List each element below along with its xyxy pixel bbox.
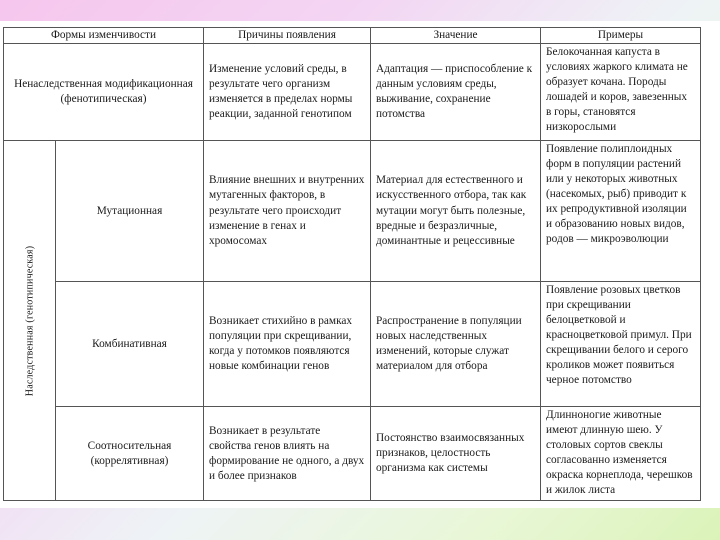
example-cell: Появление полиплоидных форм в популяции растений или у некоторых животных (насекомых, рыб) приводит к их репродуктивной изоляции и образованию новых видов, родов — микроэволюции: [541, 141, 701, 282]
meaning-cell: Материал для естественного и искусственного отбора, так как мутации могут быть полезные, вредные и безразличные, доминантные и рецессивные: [371, 141, 541, 282]
meaning-cell: Адаптация — приспособление к данным условиям среды, выживание, сохранение потомства: [371, 44, 541, 141]
cause-cell: Возникает стихийно в рамках популяции при скрещивании, когда у потомков появляются новые комбинации генов: [204, 282, 371, 407]
form-cell: Ненаследственная модификационная (фенотипическая): [4, 44, 204, 141]
form-cell: Комбинативная: [56, 282, 204, 407]
cause-cell: Возникает в результате свойства генов влиять на формирование не одного, а двух и более признаков: [204, 407, 371, 501]
header-row: [4, 28, 701, 44]
table-row: [4, 407, 701, 501]
header-forms: Формы изменчивости: [4, 28, 204, 44]
header-examples: Примеры: [541, 28, 701, 44]
example-cell: Появление розовых цветков при скрещивании белоцветковой и красноцветковой примул. При скрещивании белого и серого кроликов может появиться черное потомство: [541, 282, 701, 407]
form-cell: Соотносительная (коррелятивная): [56, 407, 204, 501]
cause-cell: Влияние внешних и внутренних мутагенных факторов, в результате чего происходит изменение в генах и хромосомах: [204, 141, 371, 282]
form-cell: Мутационная: [56, 141, 204, 282]
hereditary-group-cell: [4, 141, 56, 501]
table-row: [4, 141, 701, 282]
variability-table: [3, 27, 701, 501]
meaning-cell: Постоянство взаимосвязанных признаков, целостность организма как системы: [371, 407, 541, 501]
example-cell: Длинноногие животные имеют длинную шею. У столовых сортов свеклы согласованно изменяется окраска корнеплода, черешков и жилок листа: [541, 407, 701, 501]
cause-cell: Изменение условий среды, в результате чего организм изменяется в пределах нормы реакции, заданной генотипом: [204, 44, 371, 141]
meaning-cell: Распространение в популяции новых наследственных изменений, которые служат материалом для отбора: [371, 282, 541, 407]
table-row: [4, 44, 701, 141]
header-meaning: Значение: [371, 28, 541, 44]
table-row: [4, 282, 701, 407]
example-cell: Белокочанная капуста в условиях жаркого климата не образует кочана. Породы лошадей и коров, завезенных в горы, становятся низкорослыми: [541, 44, 701, 141]
hereditary-group-label: Наследственная (генотипическая): [23, 245, 35, 396]
header-causes: Причины появления: [204, 28, 371, 44]
